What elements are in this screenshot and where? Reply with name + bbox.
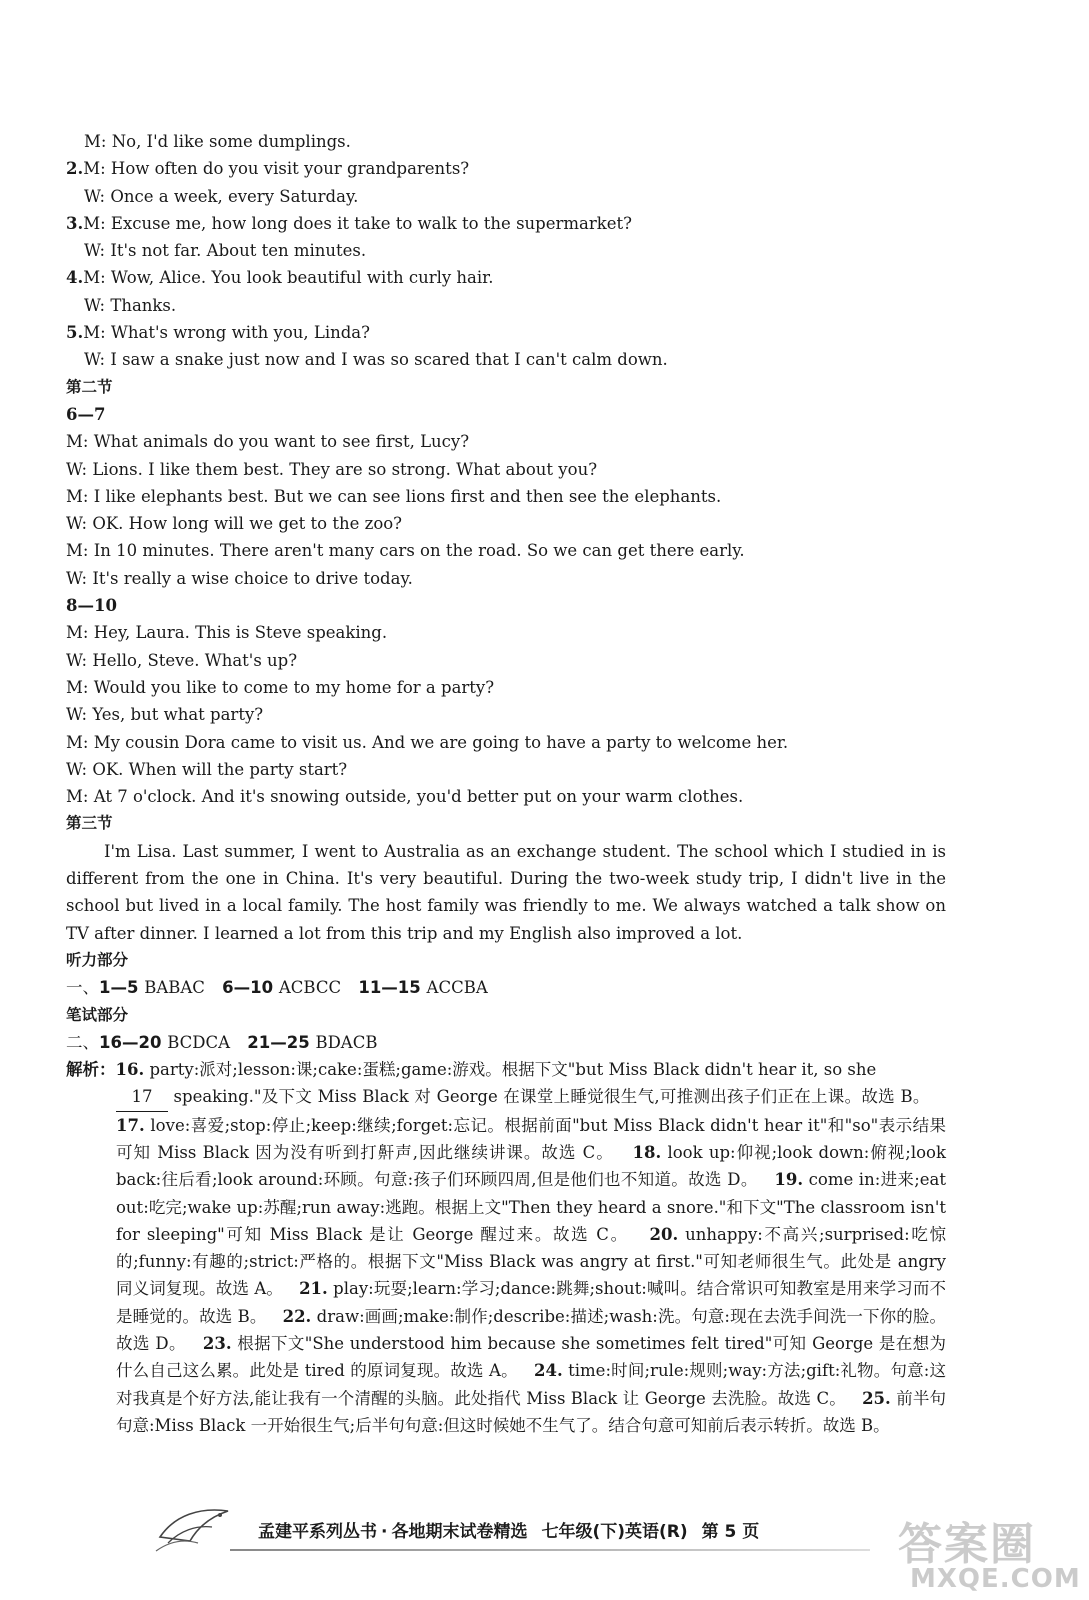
- footer-book: 各地期末试卷精选: [391, 1522, 528, 1542]
- written-prefix: 二、: [66, 1032, 99, 1052]
- dialogue-line: M: In 10 minutes. There aren't many cars on the road. So we can get there early.: [66, 541, 745, 561]
- section-3-passage: I'm Lisa. Last summer, I went to Australia as an exchange student. The school which I studied in is different from the one in China. It's very beautiful. During the two-week study trip, I didn't live in the school but lived in a local family. The host family was friendly to me. We always watched a talk show on TV after dinner. I learned a lot from this trip and my English also improved a lot.: [66, 841, 946, 943]
- page-footer: [150, 1505, 910, 1557]
- footer-rule: [230, 1549, 870, 1551]
- listening-prefix: 一、: [66, 978, 99, 998]
- explanation-item-number: 16.: [115, 1060, 145, 1080]
- explanation-item-number: 25.: [862, 1388, 891, 1408]
- question-number: 3.: [66, 213, 84, 233]
- explanation-text: speaking."及下文 Miss Black 对 George 在课堂上睡觉很生气,可推测出孩子们正在上课。故选 B。: [173, 1087, 930, 1107]
- dialogue-line: M: Hey, Laura. This is Steve speaking.: [66, 623, 388, 643]
- explanation-text: draw:画画;make:制作;describe:描述;wash:洗。句意:现在去洗手间洗一下你的脸。故选 D。: [116, 1306, 946, 1354]
- section-3-title: 第三节: [66, 814, 113, 833]
- explanation-item-number: 19.: [774, 1170, 804, 1190]
- dialogue-line: M: I like elephants best. But we can see lions first and then see the elephants.: [66, 486, 722, 506]
- dialogue-line: M: At 7 o'clock. And it's snowing outside, you'd better put on your warm clothes.: [66, 787, 744, 807]
- explanation-text: 根据下文"She understood him because she sometimes felt tired"可知 George 是在想为什么自己这么累。此处是 tired 的原词复现。故选 A。: [116, 1334, 946, 1381]
- written-answer-key: [66, 1029, 946, 1056]
- answer-range: 6—10: [222, 978, 274, 998]
- explanation-text: 前半句句意:Miss Black 一开始很生气;后半句句意:但这时候她不生气了。结合句意可知前后表示转折。故选 B。: [116, 1388, 946, 1435]
- dialogue-line: W: Yes, but what party?: [66, 705, 264, 725]
- dialogue-text: W: Thanks.: [84, 295, 177, 315]
- answer-letters: ACBCC: [278, 978, 342, 998]
- listening-answer-key: [66, 974, 946, 1001]
- group-8-10-label: 8—10: [66, 596, 117, 616]
- dialogue-text: M: What's wrong with you, Linda?: [83, 323, 370, 343]
- answer-letters: BDACB: [315, 1032, 378, 1052]
- footer-series: 孟建平系列丛书: [258, 1522, 377, 1542]
- answer-range: 16—20: [99, 1032, 162, 1052]
- dialogue-line: [66, 237, 946, 264]
- answer-range: 21—25: [247, 1032, 310, 1052]
- dialogue-line: [66, 319, 946, 346]
- explanation-text: come in:进来;eat out:吃完;wake up:苏醒;run away:逃跑。根据上文"Then they heard a snore."和下文"The classroom isn't for sleeping"可知 Miss Black 是让 George 醒过来。故选 C。: [116, 1170, 946, 1244]
- dialogue-group-8-10: [66, 619, 946, 810]
- explanation-text: unhappy:不高兴;surprised:吃惊的;funny:有趣的;strict:严格的。根据下文"Miss Black was angry at first."可知老师很生气。此处是 angry 同义词复现。故选 A。: [116, 1224, 946, 1299]
- dialogue-text: W: It's not far. About ten minutes.: [84, 241, 367, 261]
- explanation-text: look up:仰视;look down:俯视;look back:往后看;look around:环顾。句意:孩子们环顾四周,但是他们也不知道。故选 D。: [116, 1142, 946, 1190]
- dialogue-line: [66, 292, 946, 319]
- dialogue-group-6-7: [66, 428, 946, 592]
- explanation-block: [66, 1056, 946, 1439]
- answer-letters: BCDCA: [167, 1032, 231, 1052]
- answer-range: 1—5: [99, 978, 139, 998]
- group-6-7-label: 6—7: [66, 404, 106, 424]
- dialogue-text: M: Excuse me, how long does it take to walk to the supermarket?: [83, 213, 632, 233]
- explanation-text: time:时间;rule:规则;way:方法;gift:礼物。句意:这对我真是个好方法,能让我有一个清醒的头脑。此处指代 Miss Black 让 George 去洗脸。故选 C。: [116, 1361, 946, 1408]
- answer-letters: ACCBA: [426, 978, 488, 998]
- explanation-item-number: 21.: [299, 1279, 328, 1299]
- bird-logo-icon: [150, 1497, 240, 1559]
- explanation-text: love:喜爱;stop:停止;keep:继续;forget:忘记。根据前面"but Miss Black didn't hear it"和"so"表示结果可知 Miss Black 因为没有听到打鼾声,因此继续讲课。故选 C。: [116, 1115, 946, 1162]
- footer-grade: 七年级(下)英语(R): [541, 1522, 688, 1542]
- dialogue-line: [66, 128, 946, 155]
- question-number: 5.: [66, 323, 84, 343]
- explanation-item-number: 18.: [632, 1142, 662, 1162]
- watermark-logo: 答案圈: [898, 1519, 1036, 1570]
- explanation-item-number: 20.: [649, 1224, 679, 1244]
- dialogue-line: [66, 346, 946, 373]
- dialogue-line: M: Would you like to come to my home for a party?: [66, 677, 495, 697]
- dialogue-line: [66, 183, 946, 210]
- dialogue-line: W: Hello, Steve. What's up?: [66, 650, 298, 670]
- blank-number: 17: [116, 1083, 168, 1111]
- dialogue-line: W: OK. When will the party start?: [66, 759, 348, 779]
- footer-text: [258, 1517, 759, 1542]
- dialogue-line: [66, 264, 946, 291]
- dialogue-line: W: OK. How long will we get to the zoo?: [66, 514, 403, 534]
- footer-page-number: 第 5 页: [701, 1522, 760, 1542]
- explanation-item-number: 17.: [116, 1115, 145, 1135]
- dialogue-line: M: My cousin Dora came to visit us. And we are going to have a party to welcome her.: [66, 732, 789, 752]
- answer-page-content: [66, 128, 946, 1439]
- explanation-text: party:派对;lesson:课;cake:蛋糕;game:游戏。根据下文"but Miss Black didn't hear it, so she: [149, 1060, 877, 1080]
- explanation-items: [116, 1087, 946, 1435]
- explanation-label: 解析：: [66, 1060, 116, 1080]
- dialogue-text: W: Once a week, every Saturday.: [84, 186, 359, 206]
- dialogue-line: [66, 155, 946, 182]
- explanation-text: play:玩耍;learn:学习;dance:跳舞;shout:喊叫。结合常识可知教室是用来学习而不是睡觉的。故选 B。: [116, 1279, 946, 1326]
- dialogue-text: M: Wow, Alice. You look beautiful with curly hair.: [83, 268, 494, 288]
- dialogue-text: M: No, I'd like some dumplings.: [84, 132, 351, 151]
- dialogue-text: W: I saw a snake just now and I was so scared that I can't calm down.: [84, 350, 668, 370]
- explanation-item-number: 24.: [533, 1361, 563, 1381]
- section-2-title: 第二节: [66, 377, 113, 396]
- dialogue-line: W: It's really a wise choice to drive today.: [66, 568, 413, 588]
- dialogue-section-1: [66, 128, 946, 374]
- footer-dot: ·: [381, 1522, 388, 1542]
- listening-part-title: 听力部分: [66, 950, 129, 969]
- explanation-item-number: 22.: [282, 1306, 312, 1326]
- dialogue-text: M: How often do you visit your grandparents?: [83, 159, 470, 179]
- answer-range: 11—15: [358, 978, 421, 998]
- question-number: 4.: [66, 268, 84, 288]
- watermark-url: MXQE.COM: [910, 1564, 1081, 1594]
- written-part-title: 笔试部分: [66, 1005, 129, 1024]
- site-watermark: [880, 1502, 1080, 1598]
- explanation-item-number: 23.: [202, 1334, 232, 1354]
- question-number: 2.: [66, 159, 84, 179]
- dialogue-line: W: Lions. I like them best. They are so strong. What about you?: [66, 459, 598, 479]
- dialogue-line: M: What animals do you want to see first, Lucy?: [66, 432, 470, 452]
- dialogue-line: [66, 210, 946, 237]
- answer-letters: BABAC: [144, 978, 205, 998]
